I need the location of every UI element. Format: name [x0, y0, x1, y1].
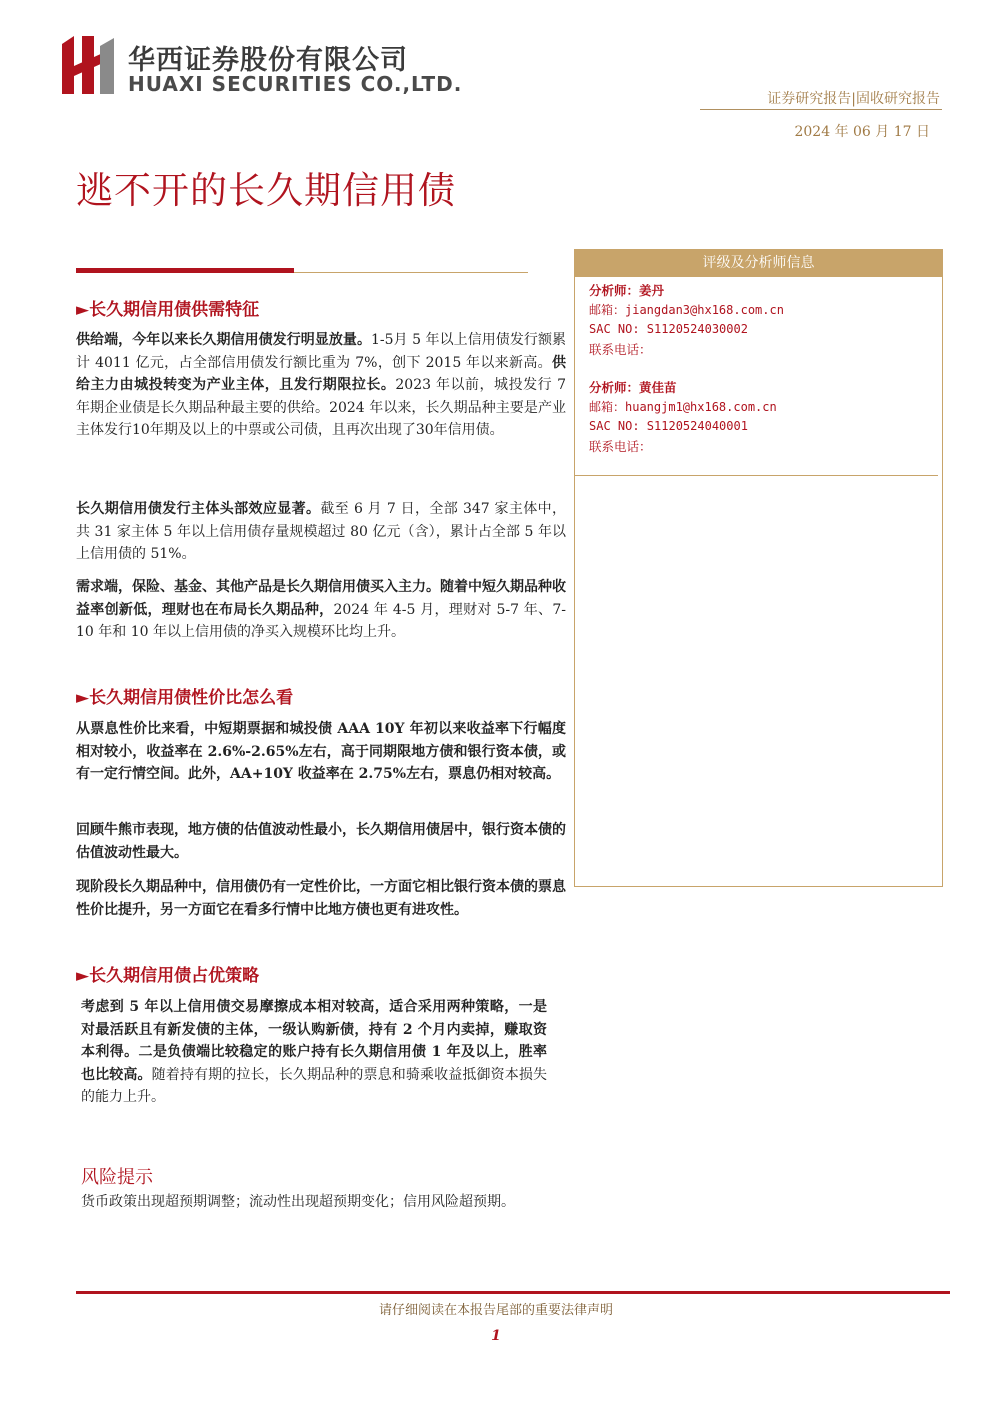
- report-type: 证券研究报告|固收研究报告: [767, 91, 940, 107]
- paragraph-strategy-bold: 考虑到 5 年以上信用债交易摩擦成本相对较高，适合采用两种策略，一是对最活跃且有新发债的主体，一级认购新债，持有 2 个月内卖掉，赚取资本利得。二是负债端比较稳定的账户持有长久期信用债 1 年及以上，胜率也比较高。: [81, 999, 547, 1083]
- paragraph-bull-bear-bold: 回顾牛熊市表现，地方债的估值波动性最小，长久期信用债居中，银行资本债的估值波动性最大。: [76, 822, 566, 861]
- paragraph-supply-bold: 供给端，今年以来长久期信用债发行明显放量。: [76, 332, 372, 348]
- risk-heading: 风险提示: [81, 1167, 153, 1188]
- paragraph-supply-text2: 2023 年以前，城投发行 7 年期企业债是长久期品种最主要的供给。2024 年以来，长久期品种主要是产业主体发行10年期及以上的中票或公司债，且再次出现了30年信用债。: [76, 377, 567, 438]
- analyst-info-heading: 评级及分析师信息: [574, 249, 943, 277]
- paragraph-demand: [76, 576, 566, 644]
- company-name-en: HUAXI SECURITIES CO.,LTD.: [128, 72, 463, 96]
- analyst-2-sac: SAC NO: S1120524040001: [589, 419, 748, 433]
- risk-text: 货币政策出现超预期调整；流动性出现超预期变化；信用风险超预期。: [81, 1194, 515, 1210]
- section-heading-strategy: ►长久期信用债占优策略: [76, 966, 260, 986]
- paragraph-supply-bold2: 供给主力由城投转变为产业主体，且发行期限拉长。: [76, 354, 566, 393]
- analyst-1-name: 分析师：姜丹: [589, 283, 665, 298]
- footer-divider: [76, 1291, 950, 1294]
- paragraph-coupon-value: [76, 718, 566, 786]
- section-heading-supply-demand: ►长久期信用债供需特征: [76, 300, 260, 320]
- paragraph-issuer-text: 截至 6 月 7 日，全部 347 家主体中，共 31 家主体 5 年以上信用债存量规模超过 80 亿元（含），累计占全部 5 年以上信用债的 51%。: [76, 501, 566, 562]
- paragraph-supply: [76, 329, 566, 442]
- paragraph-demand-text: 2024 年 4-5 月，理财对 5-7 年、7-10 年和 10 年以上信用债的净买入规模环比均上升。: [76, 601, 566, 640]
- sidebar-divider: [574, 475, 938, 476]
- paragraph-current-stage-bold: 现阶段长久期品种中，信用债仍有一定性价比，一方面它相比银行资本债的票息性价比提升，另一方面它在看多行情中比地方债也更有进攻性。: [76, 879, 566, 918]
- paragraph-issuer-bold: 长久期信用债发行主体头部效应显著。: [76, 501, 321, 517]
- report-title: 逃不开的长久期信用债: [76, 169, 456, 212]
- title-divider-gold: [294, 272, 528, 273]
- analyst-1-phone: 联系电话：: [589, 341, 652, 357]
- paragraph-issuer-concentration: [76, 498, 566, 566]
- analyst-2-name: 分析师：黄佳苗: [589, 380, 677, 395]
- huaxi-logo-icon: [62, 36, 114, 94]
- analyst-1-email: 邮箱：jiangdan3@hx168.com.cn: [589, 302, 784, 317]
- paragraph-supply-text: 1-5月 5 年以上信用债发行额累计 4011 亿元，占全部信用债发行额比重为 7%，创下 2015 年以来新高。: [76, 332, 566, 371]
- footer-legal-note: 请仔细阅读在本报告尾部的重要法律声明: [378, 1303, 613, 1318]
- analyst-1-sac: SAC NO: S1120524030002: [589, 322, 748, 336]
- section-heading-value: ►长久期信用债性价比怎么看: [76, 688, 294, 708]
- report-date: 2024 年 06 月 17 日: [794, 124, 930, 140]
- analyst-card-1: [589, 281, 784, 359]
- paragraph-coupon-bold: 从票息性价比来看，中短期票据和城投债 AAA 10Y 年初以来收益率下行幅度相对较小，收益率在 2.6%-2.65%左右，高于同期限地方债和银行资本债，或有一定行情空间。此外，AA+10Y 收益率在 2.75%左右，票息仍相对较高。: [76, 721, 566, 782]
- paragraph-bull-bear: [76, 819, 566, 864]
- analyst-card-2: [589, 378, 777, 456]
- paragraph-current-stage: [76, 876, 566, 921]
- analyst-2-email: 邮箱：huangjm1@hx168.com.cn: [589, 399, 777, 414]
- paragraph-demand-bold: 需求端，保险、基金、其他产品是长久期信用债买入主力。随着中短久期品种收益率创新低，理财也在布局长久期品种，: [76, 579, 566, 618]
- company-name-cn: 华西证券股份有限公司: [128, 45, 408, 76]
- paragraph-strategy: [81, 996, 547, 1109]
- header-divider: [700, 109, 942, 110]
- paragraph-strategy-text: 随着持有期的拉长，长久期品种的票息和骑乘收益抵御资本损失的能力上升。: [81, 1066, 547, 1105]
- page-number: 1: [491, 1328, 501, 1344]
- title-divider-red: [76, 268, 294, 273]
- analyst-2-phone: 联系电话：: [589, 438, 652, 454]
